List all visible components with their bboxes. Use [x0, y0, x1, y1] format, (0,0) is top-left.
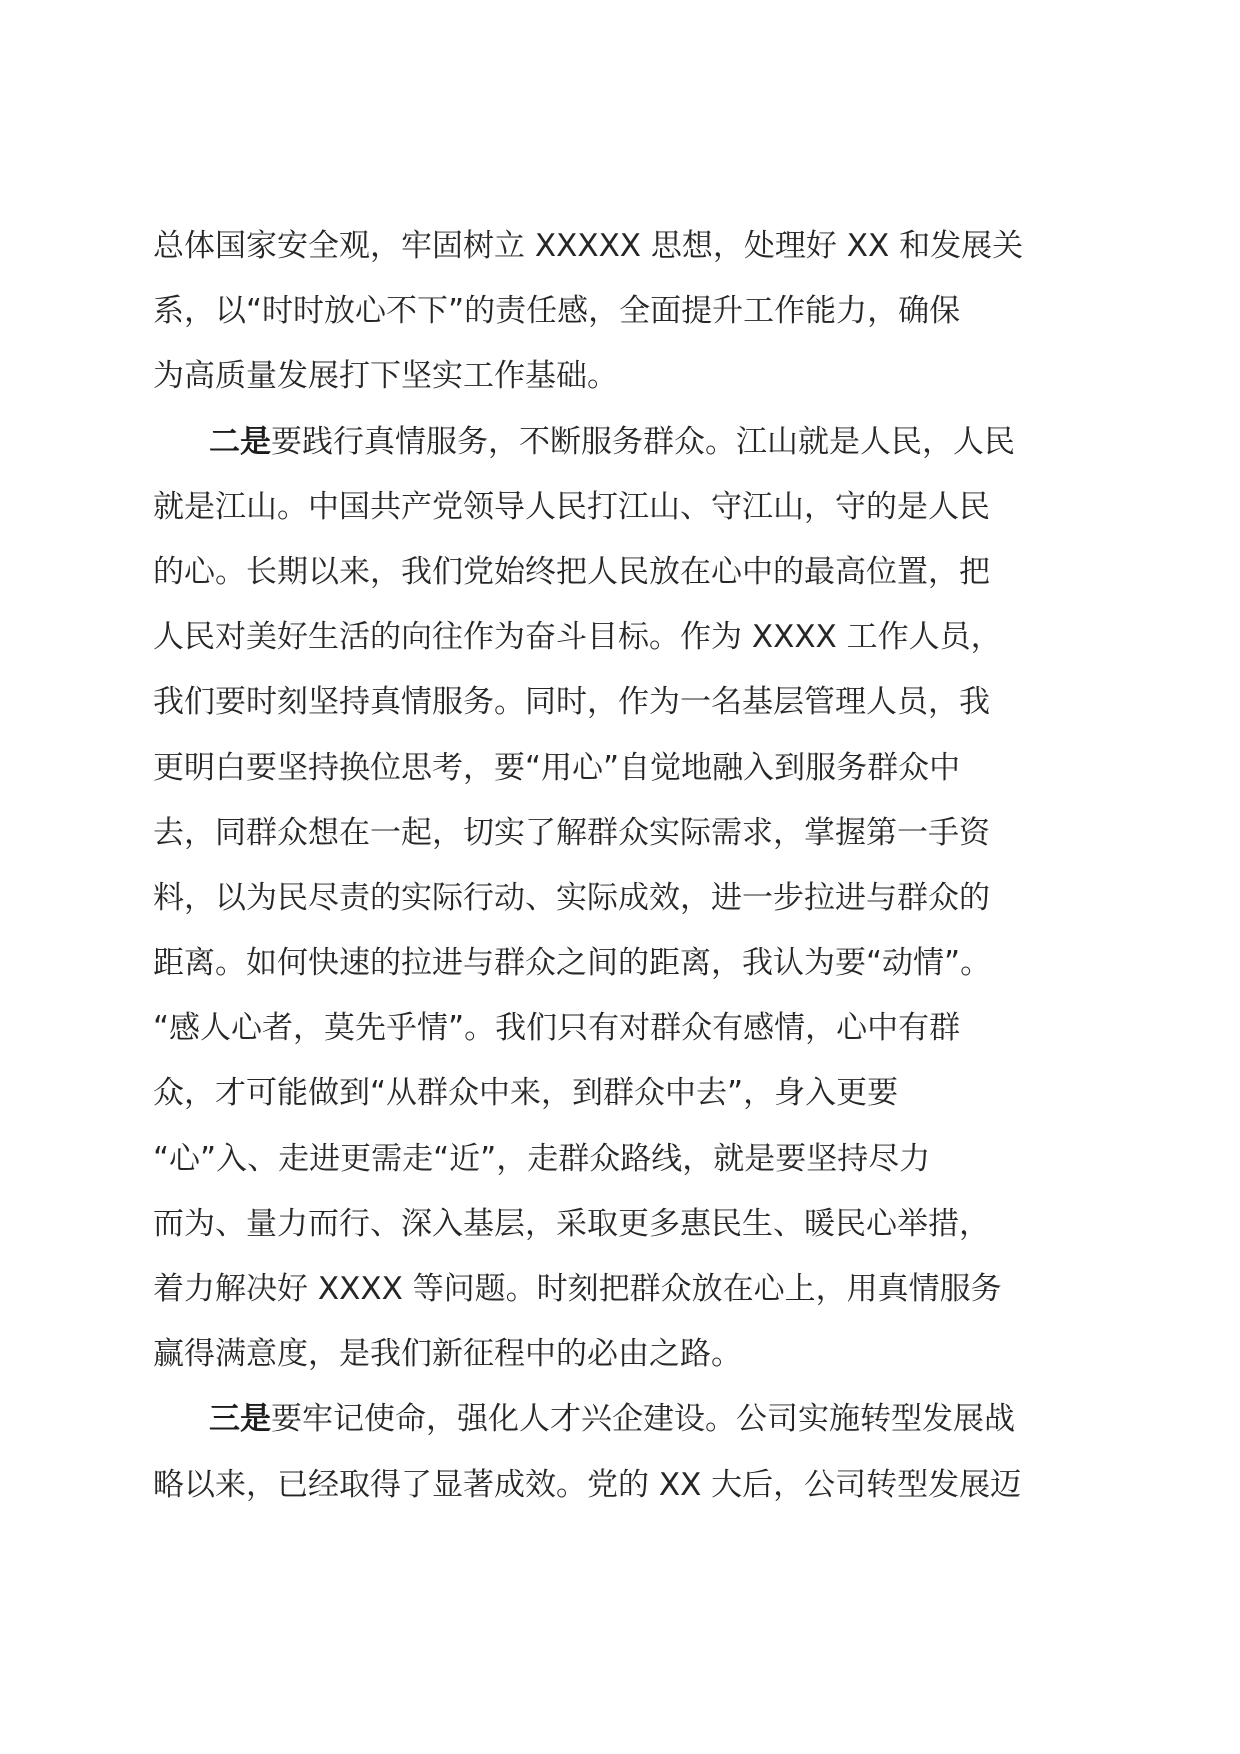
paragraph-2-line: 着力解决好 XXXX 等问题。时刻把群众放在心上，用真情服务 [153, 1271, 1002, 1307]
paragraph-2-line: 的心。长期以来，我们党始终把人民放在心中的最高位置，把 [153, 553, 990, 590]
paragraph-2-line: 而为、量力而行、深入基层，采取更多惠民生、暖民心举措， [153, 1205, 990, 1242]
paragraph-3-first-line-text: 要牢记使命，强化人才兴企建设。公司实施转型发展战 [271, 1401, 1015, 1438]
body-text [153, 214, 1093, 1518]
paragraph-2-line: “心”入、走进更需走“近”，走群众路线，就是要坚持尽力 [153, 1140, 931, 1177]
paragraph-2-line: 众，才可能做到“从群众中来，到群众中去”，身入更要 [153, 1075, 899, 1112]
paragraph-2-line: “感人心者，莫先乎情”。我们只有对群众有感情，心中有群 [153, 1010, 961, 1047]
paragraph-2-line: 更明白要坚持换位思考，要“用心”自觉地融入到服务群众中 [153, 749, 961, 786]
paragraph-1-line: 系，以“时时放心不下”的责任感，全面提升工作能力，确保 [153, 293, 961, 330]
paragraph-2-first-line [153, 410, 1093, 475]
paragraph-3-first-line [153, 1387, 1093, 1452]
paragraph-2-lead: 二是 [209, 423, 271, 460]
paragraph-3-lead: 三是 [209, 1401, 271, 1438]
paragraph-1-line: 为高质量发展打下坚实工作基础。 [153, 358, 618, 395]
paragraph-1-line: 总体国家安全观，牢固树立 XXXXX 思想，处理好 XX 和发展关 [153, 228, 1024, 264]
paragraph-2-line: 料，以为民尽责的实际行动、实际成效，进一步拉进与群众的 [153, 879, 990, 916]
paragraph-2-line: 距离。如何快速的拉进与群众之间的距离，我认为要“动情”。 [153, 945, 992, 982]
paragraph-2-line: 去，同群众想在一起，切实了解群众实际需求，掌握第一手资 [153, 814, 990, 851]
paragraph-2-line: 人民对美好生活的向往作为奋斗目标。作为 XXXX 工作人员， [153, 619, 1002, 656]
paragraph-2-line: 我们要时刻坚持真情服务。同时，作为一名基层管理人员，我 [153, 684, 990, 721]
paragraph-2-line: 赢得满意度，是我们新征程中的必由之路。 [153, 1336, 742, 1373]
paragraph-3-line: 略以来，已经取得了显著成效。党的 XX 大后，公司转型发展迈 [153, 1466, 1022, 1503]
paragraph-2-first-line-text: 要践行真情服务，不断服务群众。江山就是人民，人民 [271, 423, 1015, 460]
paragraph-2-line: 就是江山。中国共产党领导人民打江山、守江山，守的是人民 [153, 488, 990, 525]
